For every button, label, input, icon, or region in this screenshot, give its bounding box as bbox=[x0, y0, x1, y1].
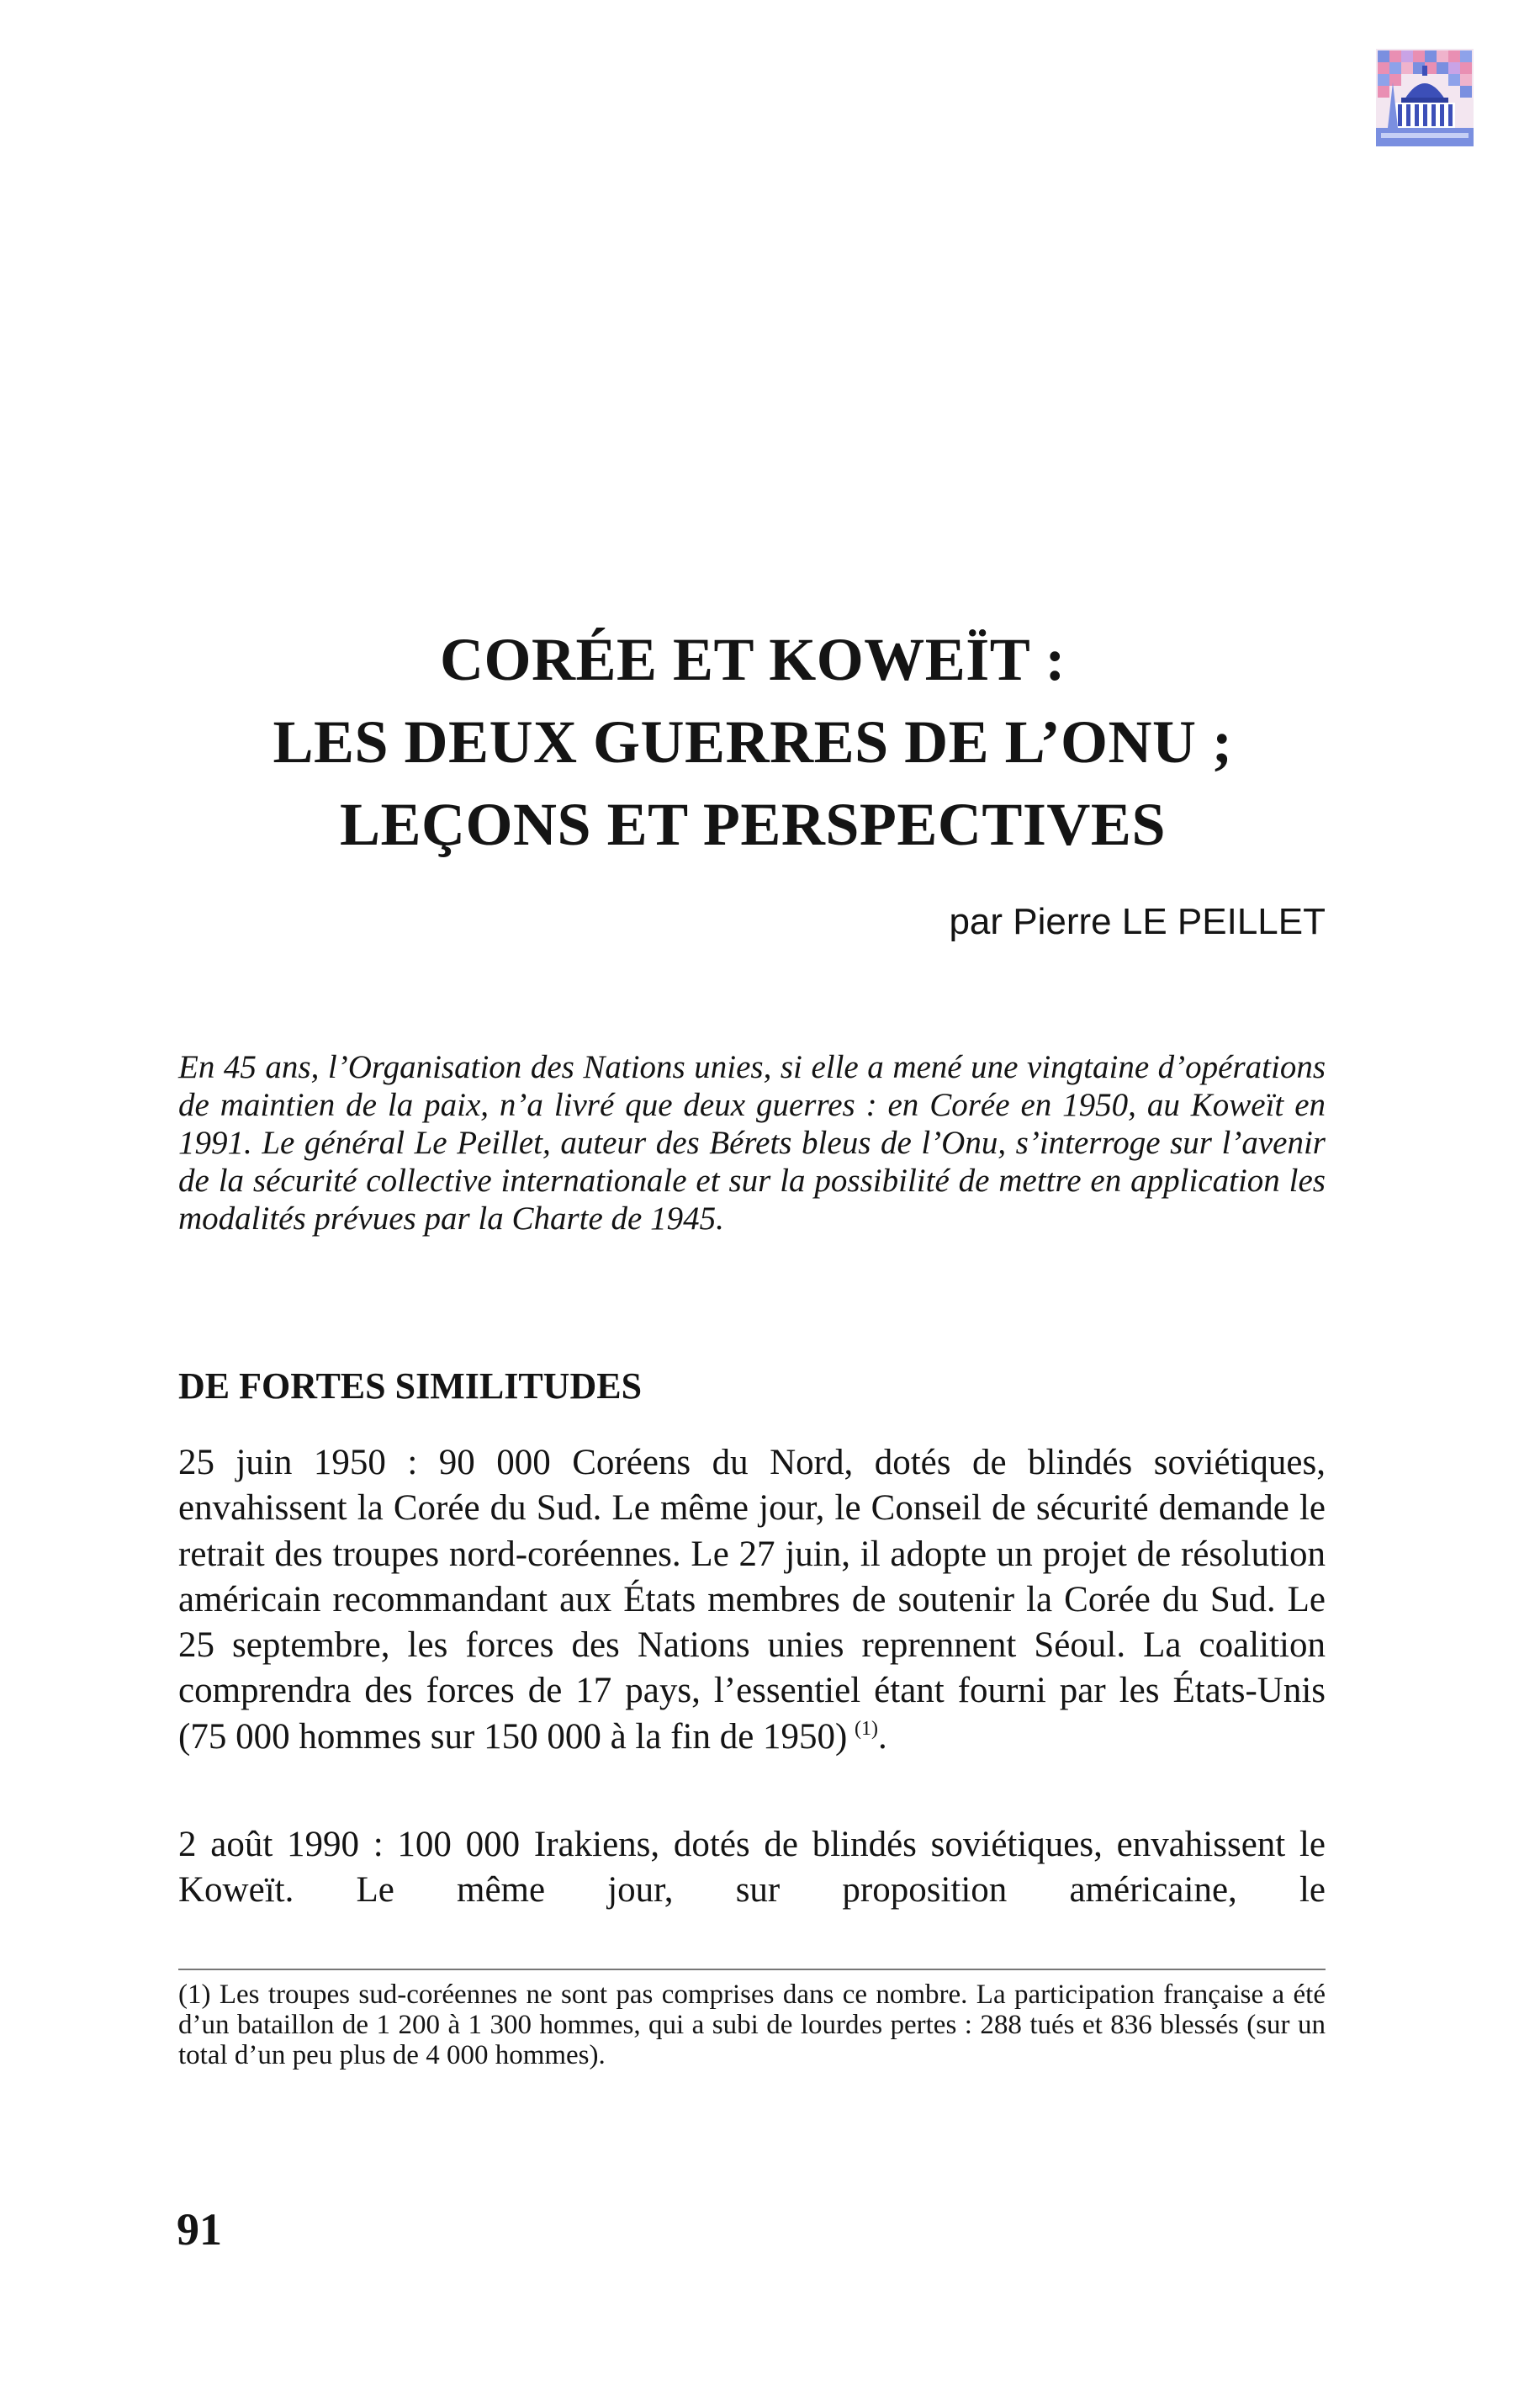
body-paragraph bbox=[178, 1440, 1326, 1760]
institution-dome-logo-icon bbox=[1376, 49, 1474, 146]
page-number: 91 bbox=[177, 2204, 222, 2255]
body-paragraph-end: . bbox=[877, 1716, 887, 1757]
author-byline: par Pierre LE PEILLET bbox=[949, 901, 1326, 942]
body-paragraph: 2 août 1990 : 100 000 Irakiens, dotés de blindés soviétiques, envahissent le Koweït. Le même jour, sur proposition américaine, le bbox=[178, 1825, 1326, 1911]
article-title-line: LEÇONS ET PERSPECTIVES bbox=[340, 791, 1166, 858]
body-paragraph-text: 25 juin 1950 : 90 000 Coréens du Nord, dotés de blindés soviétiques, envahissent la Corée du Sud. Le même jour, le Conseil de sécurité demande le retrait des troupes nord-coréennes. Le 27 juin, il adopte un projet de résolution américain recommandant aux États membres de soutenir la Corée du Sud. Le 25 septembre, les forces des Nations unies reprennent Séoul. La coalition comprendra des forces de 17 pays, l’essentiel étant fourni par les États-Unis (75 000 hommes sur 150 000 à la fin de 1950) bbox=[178, 1443, 1326, 1757]
article-title-line: CORÉE ET KOWEÏT : bbox=[439, 626, 1066, 693]
footnote-divider bbox=[178, 1969, 1326, 1970]
footnote-reference[interactable]: (1) bbox=[854, 1717, 878, 1740]
article-title-line: LES DEUX GUERRES DE L’ONU ; bbox=[273, 708, 1233, 776]
footnote: (1) Les troupes sud-coréennes ne sont pas comprises dans ce nombre. La participation française a été d’un bataillon de 1 200 à 1 300 hommes, qui a subi de lourdes pertes : 288 tués et 836 blessés (sur un total d’un peu plus de 4 000 hommes). bbox=[178, 1980, 1326, 2070]
article-title bbox=[177, 618, 1329, 866]
section-heading: DE FORTES SIMILITUDES bbox=[178, 1365, 643, 1407]
article-abstract: En 45 ans, l’Organisation des Nations unies, si elle a mené une vingtaine d’opérations de maintien de la paix, n’a livré que deux guerres : en Corée en 1950, au Koweït en 1991. Le général Le Peillet, auteur des Bérets bleus de l’Onu, s’interroge sur l’avenir de la sécurité collective internationale et sur la possibilité de mettre en application les modalités prévues par la Charte de 1945. bbox=[178, 1049, 1326, 1237]
